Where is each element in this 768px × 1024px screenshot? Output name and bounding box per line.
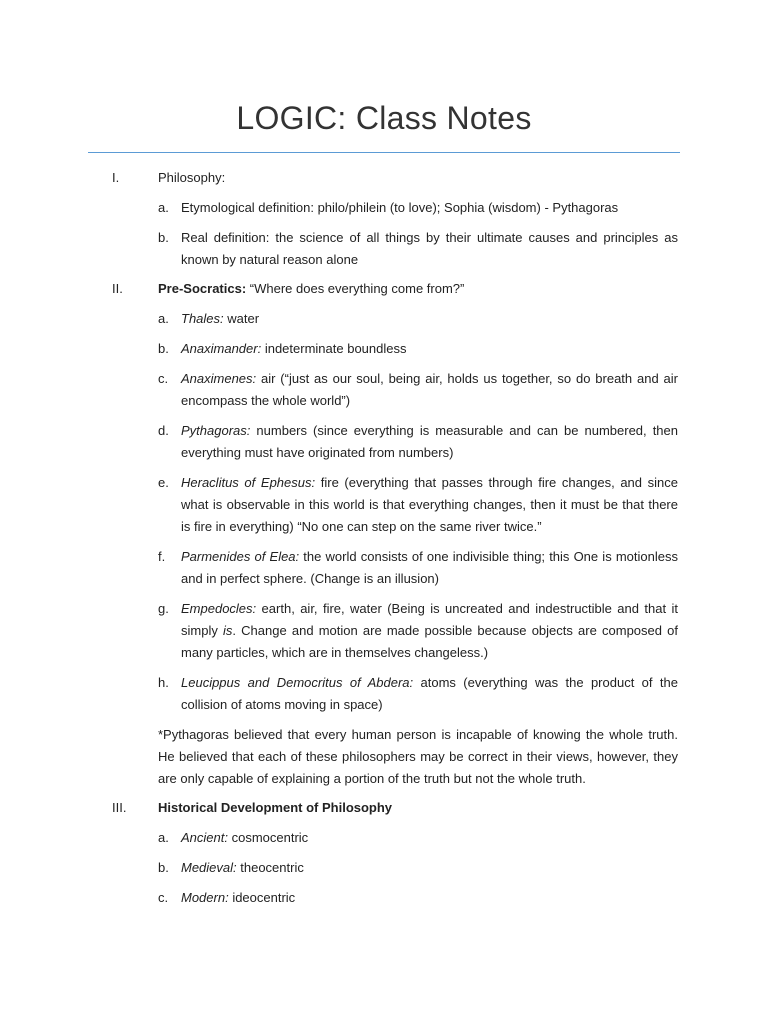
item-letter: a.	[158, 200, 169, 215]
item-term: Parmenides of Elea:	[181, 549, 300, 564]
item-text: fire (everything that passes through fire changes, and since what is observable in this world is that everything changes, then it must be that there is fire in everything) “No one can step on the same river twice.”	[181, 475, 678, 534]
item-text-wrap	[181, 827, 678, 849]
item-term: Modern:	[181, 890, 229, 905]
list-item	[158, 672, 678, 716]
section-pre-socratics	[112, 278, 678, 300]
section-question: “Where does everything come from?”	[246, 281, 465, 296]
section-number: I.	[112, 170, 120, 185]
list-item	[158, 308, 678, 330]
item-text-wrap	[181, 368, 678, 412]
item-text: earth, air, fire, water (Being is uncreated and indestructible and that it simply	[181, 601, 678, 638]
section-heading: Historical Development of Philosophy	[158, 800, 393, 815]
item-term: Empedocles:	[181, 601, 257, 616]
item-term: Pythagoras:	[181, 423, 251, 438]
item-text-wrap	[181, 887, 678, 909]
item-text-wrap	[181, 598, 678, 664]
list-item	[158, 887, 678, 909]
item-text-wrap	[181, 420, 678, 464]
item-text: the world consists of one indivisible thing; this One is motionless and in perfect sphere. (Change is an illusion)	[181, 549, 678, 586]
item-emphasis: is	[223, 623, 233, 638]
section-number: III.	[112, 800, 127, 815]
list-item	[158, 338, 678, 360]
item-term: Anaximenes:	[181, 371, 257, 386]
list-item	[158, 827, 678, 849]
page-title: LOGIC: Class Notes	[236, 100, 532, 136]
list-item	[158, 472, 678, 538]
item-text-wrap	[181, 472, 678, 538]
item-text: cosmocentric	[227, 830, 309, 845]
item-letter: d.	[158, 423, 169, 438]
item-letter: g.	[158, 601, 169, 616]
item-text: ideocentric	[228, 890, 296, 905]
item-text-wrap	[181, 338, 678, 360]
item-letter: b.	[158, 230, 169, 245]
item-letter: b.	[158, 860, 169, 875]
item-letter: a.	[158, 311, 169, 326]
section-number: II.	[112, 281, 123, 296]
list-item	[158, 598, 678, 664]
item-text: Real definition: the science of all things by their ultimate causes and principles as known by natural reason alone	[181, 230, 678, 267]
section-philosophy	[112, 167, 678, 189]
title-divider	[88, 152, 680, 153]
item-term: Heraclitus of Ephesus:	[181, 475, 316, 490]
item-term: Thales:	[181, 311, 224, 326]
item-letter: a.	[158, 830, 169, 845]
item-text: air (“just as our soul, being air, holds us together, so do breath and air encompass the whole world”)	[181, 371, 678, 408]
item-letter: c.	[158, 371, 169, 386]
section-historical-development	[112, 797, 678, 819]
item-text: . Change and motion are made possible because objects are composed of many particles, which are in themselves changeless.)	[181, 623, 678, 660]
item-letter: b.	[158, 341, 169, 356]
list-item	[158, 420, 678, 464]
item-letter: c.	[158, 890, 169, 905]
item-term: Medieval:	[181, 860, 237, 875]
list-item	[158, 546, 678, 590]
item-text-wrap	[181, 308, 678, 330]
item-term: Ancient:	[181, 830, 228, 845]
notes-body	[112, 160, 678, 909]
section-heading-wrap	[158, 278, 678, 300]
item-text: Etymological definition: philo/philein (to love); Sophia (wisdom) - Pythagoras	[181, 200, 619, 215]
item-letter: f.	[158, 549, 166, 564]
item-letter: h.	[158, 675, 169, 690]
section-heading: Pre-Socratics:	[158, 281, 247, 296]
item-text: indeterminate boundless	[261, 341, 407, 356]
item-text: water	[223, 311, 260, 326]
footnote: *Pythagoras believed that every human person is incapable of knowing the whole truth. He believed that each of these philosophers may be correct in their views, however, they are only capable of explaining a portion of the truth but not the whole truth.	[158, 727, 678, 786]
item-text-wrap	[181, 546, 678, 590]
item-text: theocentric	[236, 860, 304, 875]
list-item	[158, 368, 678, 412]
item-term: Leucippus and Democritus of Abdera:	[181, 675, 414, 690]
section-heading: Philosophy:	[158, 170, 226, 185]
item-text: numbers (since everything is measurable and can be numbered, then everything must have originated from numbers)	[181, 423, 678, 460]
item-text: atoms (everything was the product of the collision of atoms moving in space)	[181, 675, 678, 712]
item-text-wrap	[181, 857, 678, 879]
item-text-wrap	[181, 672, 678, 716]
list-item	[158, 857, 678, 879]
list-item	[158, 227, 678, 271]
list-item	[158, 197, 678, 219]
item-letter: e.	[158, 475, 169, 490]
item-term: Anaximander:	[181, 341, 262, 356]
